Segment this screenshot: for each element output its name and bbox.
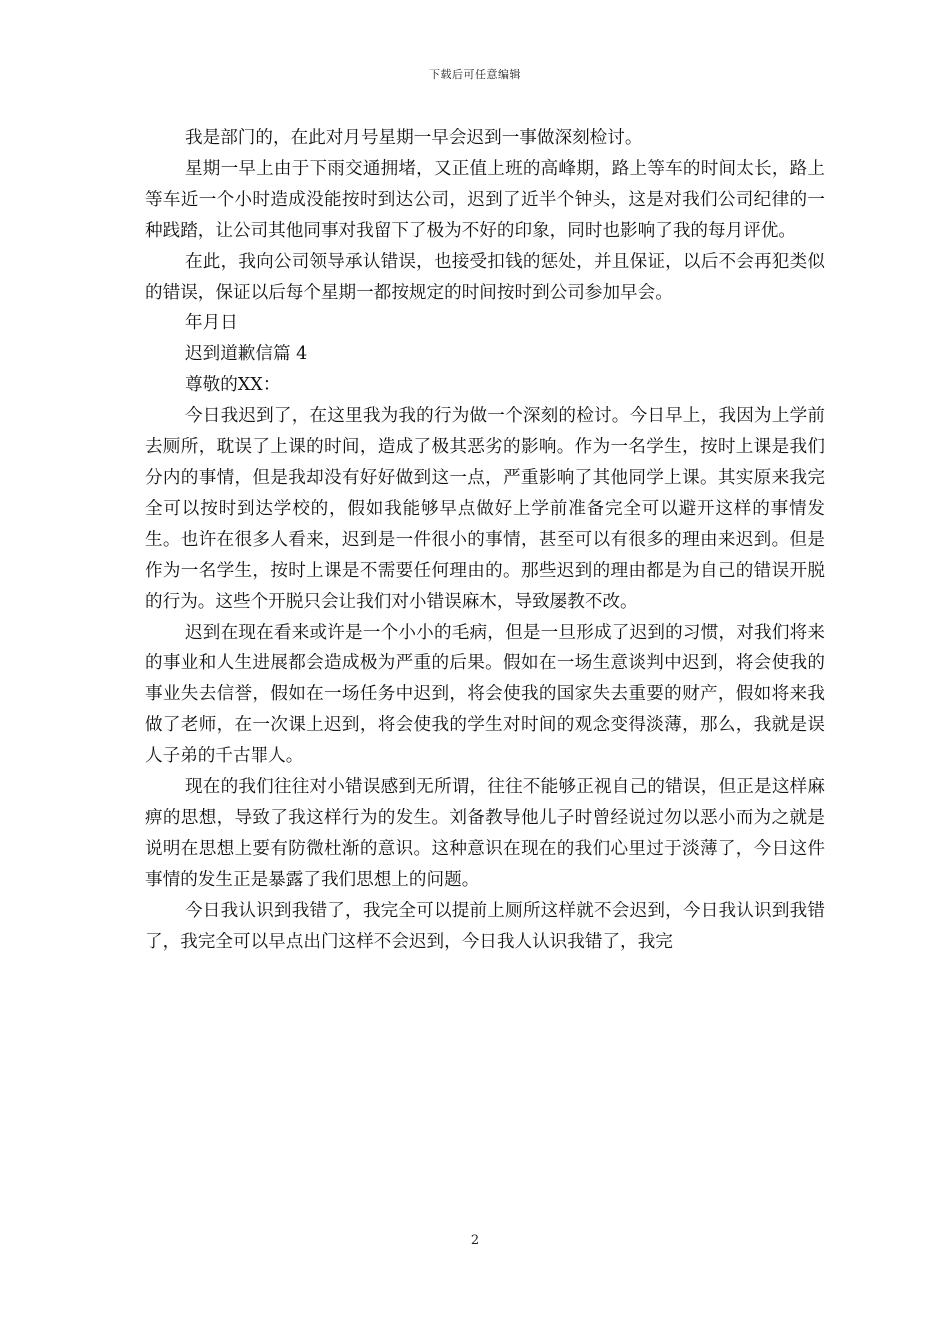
paragraph-consequences: 迟到在现在看来或许是一个小小的毛病，但是一旦形成了迟到的习惯，对我们将来的事业和人生进展都会造成极为严重的后果。假如在一场生意谈判中迟到，将会使我的事业失去信誉，假如在一场任务中迟到，将会使我的国家失去重要的财产，假如将来我做了老师，在一次课上迟到，将会使我的学生对时间的观念变得淡薄，那么，我就是误人子弟的千古罪人。: [145, 622, 825, 767]
salutation: 尊敬的XX：: [185, 375, 281, 396]
paragraph-self-reflection: 今日我迟到了，在这里我为我的行为做一个深刻的检讨。今日早上，我因为上学前去厕所，耽误了上课的时间，造成了极其恶劣的影响。作为一名学生，按时上课是我们分内的事情，但是我却没有好好做到这一点，严重影响了其他同学上课。其实原来我完全可以按时到达学校的，假如我能够早点做好上学前准备完全可以避开这样的事情发生。也许在很多人看来，迟到是一件很小的事情，甚至可以有很多的理由来迟到。但是作为一名学生，按时上课是不需要任何理由的。那些迟到的理由都是为自己的错误开脱的行为。这些个开脱只会让我们对小错误麻木，导致屡教不改。: [145, 406, 825, 612]
paragraph-department-statement: 我是部门的，在此对月号星期一早会迟到一事做深刻检讨。: [185, 128, 643, 148]
paragraph-reason-for-lateness: 星期一早上由于下雨交通拥堵，又正值上班的高峰期，路上等车的时间太长，路上等车近一个小时造成没能按时到达公司，迟到了近半个钟头，这是对我们公司纪律的一种践踏，让公司其他同事对我留下了极为不好的印象，同时也影响了我的每月评优。: [145, 158, 825, 241]
paragraph-realization: 今日我认识到我错了，我完全可以提前上厕所这样就不会迟到，今日我认识到我错了，我完全可以早点出门这样不会迟到，今日我人认识我错了，我完: [145, 900, 825, 952]
paragraph-mindset: 现在的我们往往对小错误感到无所谓，往往不能够正视自己的错误，但正是这样麻痹的思想，导致了我这样行为的发生。刘备教导他儿子时曾经说过勿以恶小而为之就是说明在思想上要有防微杜渐的意识。这种意识在现在的我们心里过于淡薄了，今日这件事情的发生正是暴露了我们思想上的问题。: [145, 777, 825, 890]
paragraph-apology-and-promise: 在此，我向公司领导承认错误，也接受扣钱的惩处，并且保证，以后不会再犯类似的错误，保证以后每个星期一都按规定的时间按时到公司参加早会。: [145, 251, 825, 303]
page-header: 下载后可任意编辑: [429, 68, 521, 81]
document-body: [145, 123, 825, 957]
date-line: 年月日: [185, 313, 238, 334]
section-title: 迟到道歉信篇 4: [185, 344, 308, 365]
page-number: 2: [470, 1233, 480, 1248]
